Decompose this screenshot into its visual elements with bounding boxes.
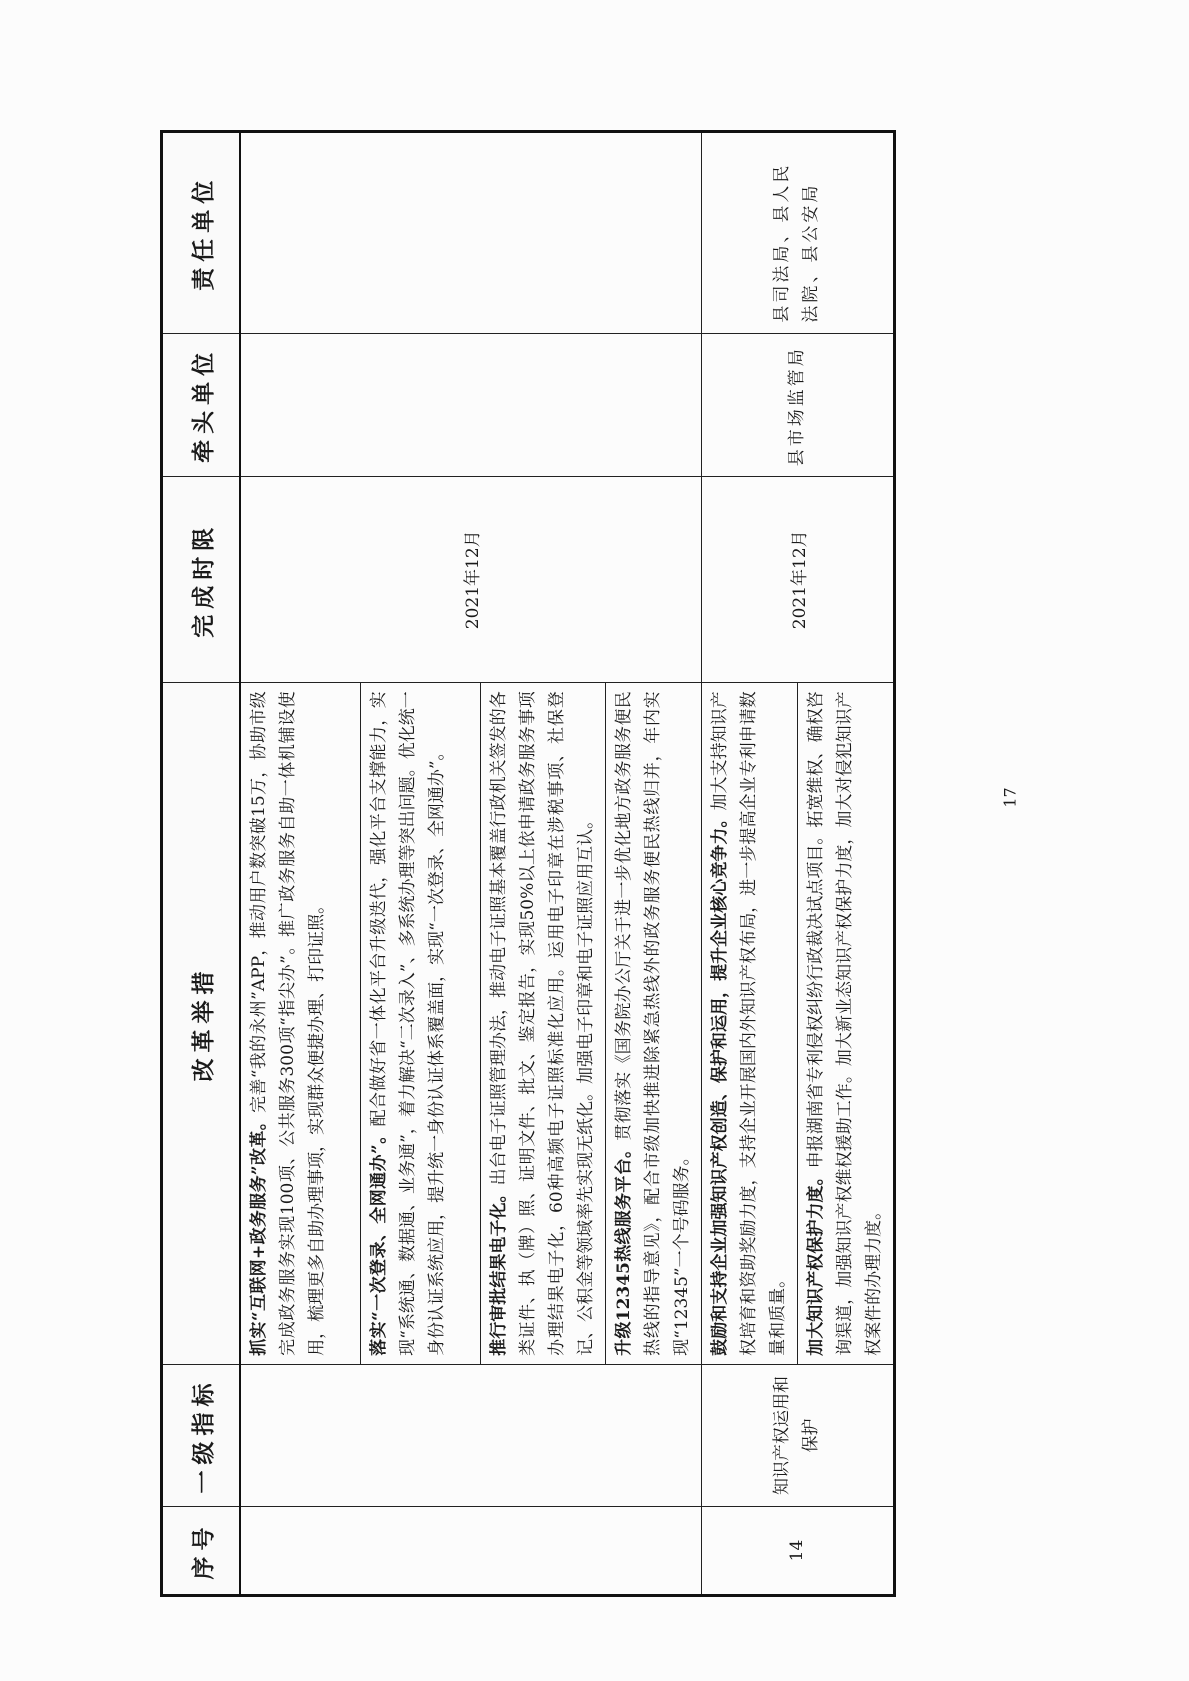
row-indicator: 知识产权运用和保护 [701, 1364, 894, 1506]
resp-unit: 县司法局、县人民法院、县公安局 [701, 132, 894, 334]
table-row [240, 132, 360, 1596]
measure-text: 完善“我的永州”APP，推动用户数突破15万，协助市级完成政务服务实现100项、公共服务300项“指尖办”。推广政务服务自助一体机铺设使用，梳理更多自助办理事项，实现群众便捷办理、打印证照。 [249, 691, 327, 1356]
table-header-row [162, 132, 241, 1596]
table-row [701, 132, 797, 1596]
deadline-cell: 2021年12月 [240, 477, 701, 683]
measure-text: 配合做好省一体化平台升级迭代，强化平台支撑能力，实现“系统通、数据通、业务通”，着力解决“二次录入”、多系统办理等突出问题。优化统一身份认证系统应用，提升统一身份认证体系覆盖面，实现“一次登录、全网通办”。 [368, 691, 447, 1356]
header-resp-unit: 责任单位 [162, 132, 241, 334]
table [160, 130, 896, 1597]
header-lead-unit: 牵头单位 [162, 333, 241, 477]
measure-title: 鼓励和支持企业加强知识产权创造、保护和运用，提升企业核心竞争力。 [709, 810, 730, 1356]
measure-text: 出台电子证照管理办法，推动电子证照基本覆盖行政机关签发的各类证件、执（牌）照、证明文件、批文、鉴定报告，实现50%以上依申请政务服务事项办理结果电子化，60种高频电子证照标准化应用。运用电子印章在涉税事项、社保登记、公积金等领域率先实现无纸化。加强电子印章和电子证照应用互认。 [488, 691, 596, 1356]
measure-cell [797, 683, 894, 1365]
measure-title: 加大知识产权保护力度。 [805, 1168, 826, 1356]
header-indicator: 一级指标 [162, 1364, 241, 1506]
measure-title: 推行审批结果电子化。 [488, 1185, 509, 1356]
measure-text: 加大支持知识产权培育和资助奖励力度，支持企业开展国内外知识产权布局，进一步提高企业专利申请数量和质量。 [709, 691, 788, 1356]
deadline-cell: 2021年12月 [701, 477, 894, 683]
row-indicator-empty [240, 1364, 701, 1506]
measure-text: 贯彻落实《国务院办公厅关于进一步优化地方政务服务便民热线的指导意见》，配合市级加快推进除紧急热线外的政务服务便民热线归并，年内实现“12345”一个号码服务。 [613, 691, 692, 1356]
measure-title: 抓实“互联网+政务服务”改革。 [249, 1112, 269, 1356]
reform-table [160, 130, 885, 1597]
header-deadline: 完成时限 [162, 477, 241, 683]
header-measure: 改革举措 [162, 683, 241, 1365]
row-no: 14 [701, 1507, 894, 1596]
measure-cell [240, 683, 360, 1365]
header-no: 序号 [162, 1507, 241, 1596]
measure-cell [701, 683, 797, 1365]
page-number: 17 [1000, 787, 1020, 808]
lead-unit: 县市场监管局 [701, 333, 894, 477]
measure-text: 申报湖南省专利侵权纠纷行政裁决试点项目。拓宽维权、确权咨询渠道，加强知识产权维权援助工作。加大新业态知识产权保护力度，加大对侵犯知识产权案件的办理力度。 [805, 691, 884, 1356]
measure-cell [605, 683, 701, 1365]
row-no-empty [240, 1507, 701, 1596]
measure-title: 落实“一次登录、全网通办”。 [368, 1126, 389, 1356]
measure-cell [360, 683, 480, 1365]
measure-cell [480, 683, 605, 1365]
measure-title: 升级12345热线服务平台。 [613, 1140, 634, 1356]
lead-unit-empty [240, 333, 701, 477]
resp-unit-empty [240, 132, 701, 334]
